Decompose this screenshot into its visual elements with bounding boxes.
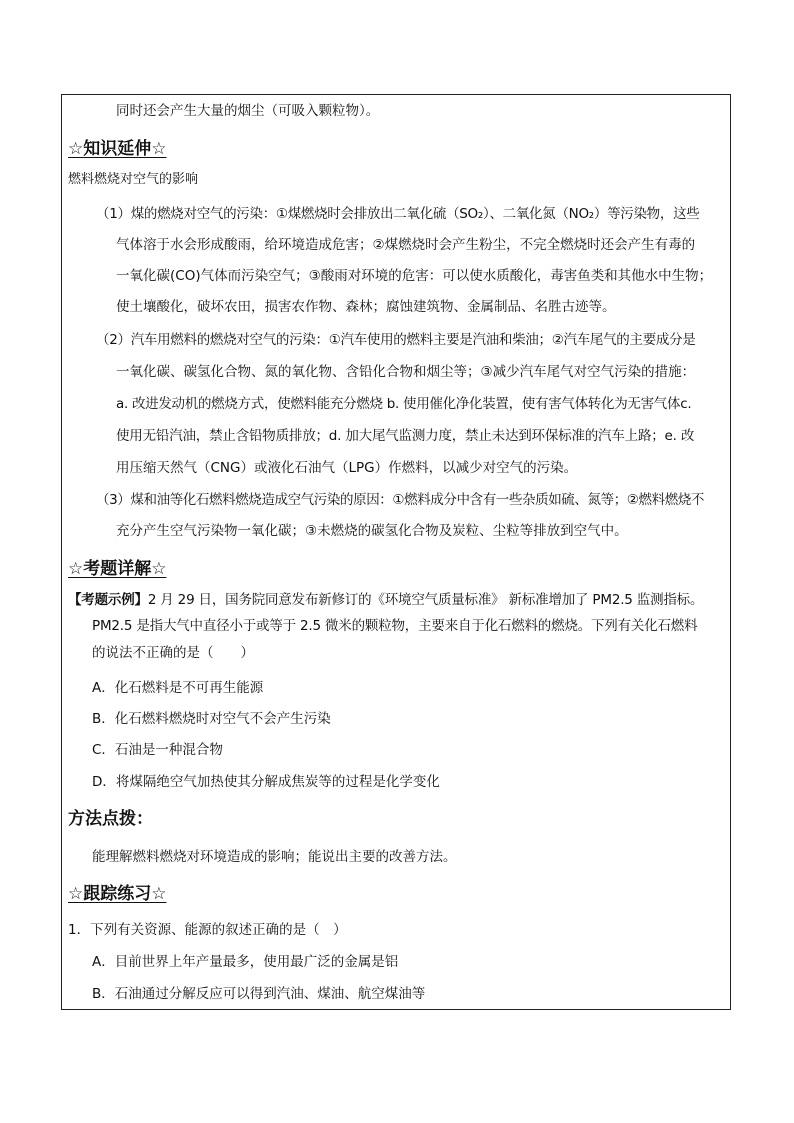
p1-line-1: （1）煤的燃烧对空气的污染：①煤燃烧时会排放出二氧化硫（SO₂）、二氧化氮（NO₂）等污染物，这些 [96, 206, 700, 222]
exam-question-text-1: 2 月 29 日，国务院同意发布新修订的《环境空气质量标准》 新标准增加了 PM2.5 监测指标。 [147, 592, 704, 608]
practice-option-b: B．石油通过分解反应可以得到汽油、煤油、航空煤油等 [92, 986, 426, 1002]
p2-line-4: 使用无铅汽油，禁止含铅物质排放；d. 加大尾气监测力度，禁止未达到环保标准的汽车上路；e. 改 [116, 428, 695, 444]
practice-question-1: 1．下列有关资源、能源的叙述正确的是（ ） [68, 922, 347, 938]
exam-option-b: B．化石燃料燃烧时对空气不会产生污染 [92, 711, 331, 727]
knowledge-subtitle: 燃料燃烧对空气的影响 [68, 172, 199, 187]
exam-question-line-1 [68, 590, 703, 610]
exam-question-line-2: PM2.5 是指大气中直径小于或等于 2.5 微米的颗粒物，主要来自于化石燃料的燃烧。下列有关化石燃料 [92, 618, 698, 634]
exam-question-line-3: 的说法不正确的是（ ） [92, 645, 254, 661]
p1-line-2: 气体溶于水会形成酸雨，给环境造成危害；②煤燃烧时会产生粉尘，不完全燃烧时还会产生有毒的 [116, 237, 696, 253]
intro-line: 同时还会产生大量的烟尘（可吸入颗粒物）。 [116, 103, 380, 119]
exam-option-d: D．将煤隔绝空气加热使其分解成焦炭等的过程是化学变化 [92, 774, 440, 790]
p1-line-4: 使土壤酸化，破坏农田，损害农作物、森林；腐蚀建筑物、金属制品、名胜古迹等。 [116, 299, 616, 315]
knowledge-heading: ☆知识延伸☆ [68, 139, 167, 159]
p2-line-5: 用压缩天然气（CNG）或液化石油气（LPG）作燃料，以减少对空气的污染。 [116, 460, 578, 476]
method-heading: 方法点拨： [68, 809, 153, 829]
practice-option-a: A．目前世界上年产量最多，使用最广泛的金属是铝 [92, 954, 399, 970]
p3-line-1: （3）煤和油等化石燃料燃烧造成空气污染的原因：①燃料成分中含有一些杂质如硫、氮等；②燃料燃烧不 [96, 492, 704, 508]
p2-line-1: （2）汽车用燃料的燃烧对空气的污染：①汽车使用的燃料主要是汽油和柴油；②汽车尾气的主要成分是 [96, 332, 696, 348]
p2-line-3: a. 改进发动机的燃烧方式，使燃料能充分燃烧 b. 使用催化净化装置，使有害气体转化为无害气体c. [116, 396, 692, 412]
content-frame [61, 94, 731, 1010]
exam-option-c: C．石油是一种混合物 [92, 742, 223, 758]
p1-line-3: 一氧化碳(CO)气体而污染空气；③酸雨对环境的危害：可以使水质酸化，毒害鱼类和其他水中生物； [116, 268, 713, 284]
practice-heading: ☆跟踪练习☆ [68, 884, 167, 904]
p3-line-2: 充分产生空气污染物一氧化碳；③未燃烧的碳氢化合物及炭粒、尘粒等排放到空气中。 [116, 523, 628, 539]
exam-heading: ☆考题详解☆ [68, 559, 167, 579]
exam-label: 【考题示例】 [68, 592, 148, 608]
p2-line-2: 一氧化碳、碳氢化合物、氮的氧化物、含铅化合物和烟尘等；③减少汽车尾气对空气污染的措施： [116, 364, 696, 380]
method-text: 能理解燃料燃烧对环境造成的影响；能说出主要的改善方法。 [92, 849, 457, 865]
exam-option-a: A．化石燃料是不可再生能源 [92, 680, 264, 696]
